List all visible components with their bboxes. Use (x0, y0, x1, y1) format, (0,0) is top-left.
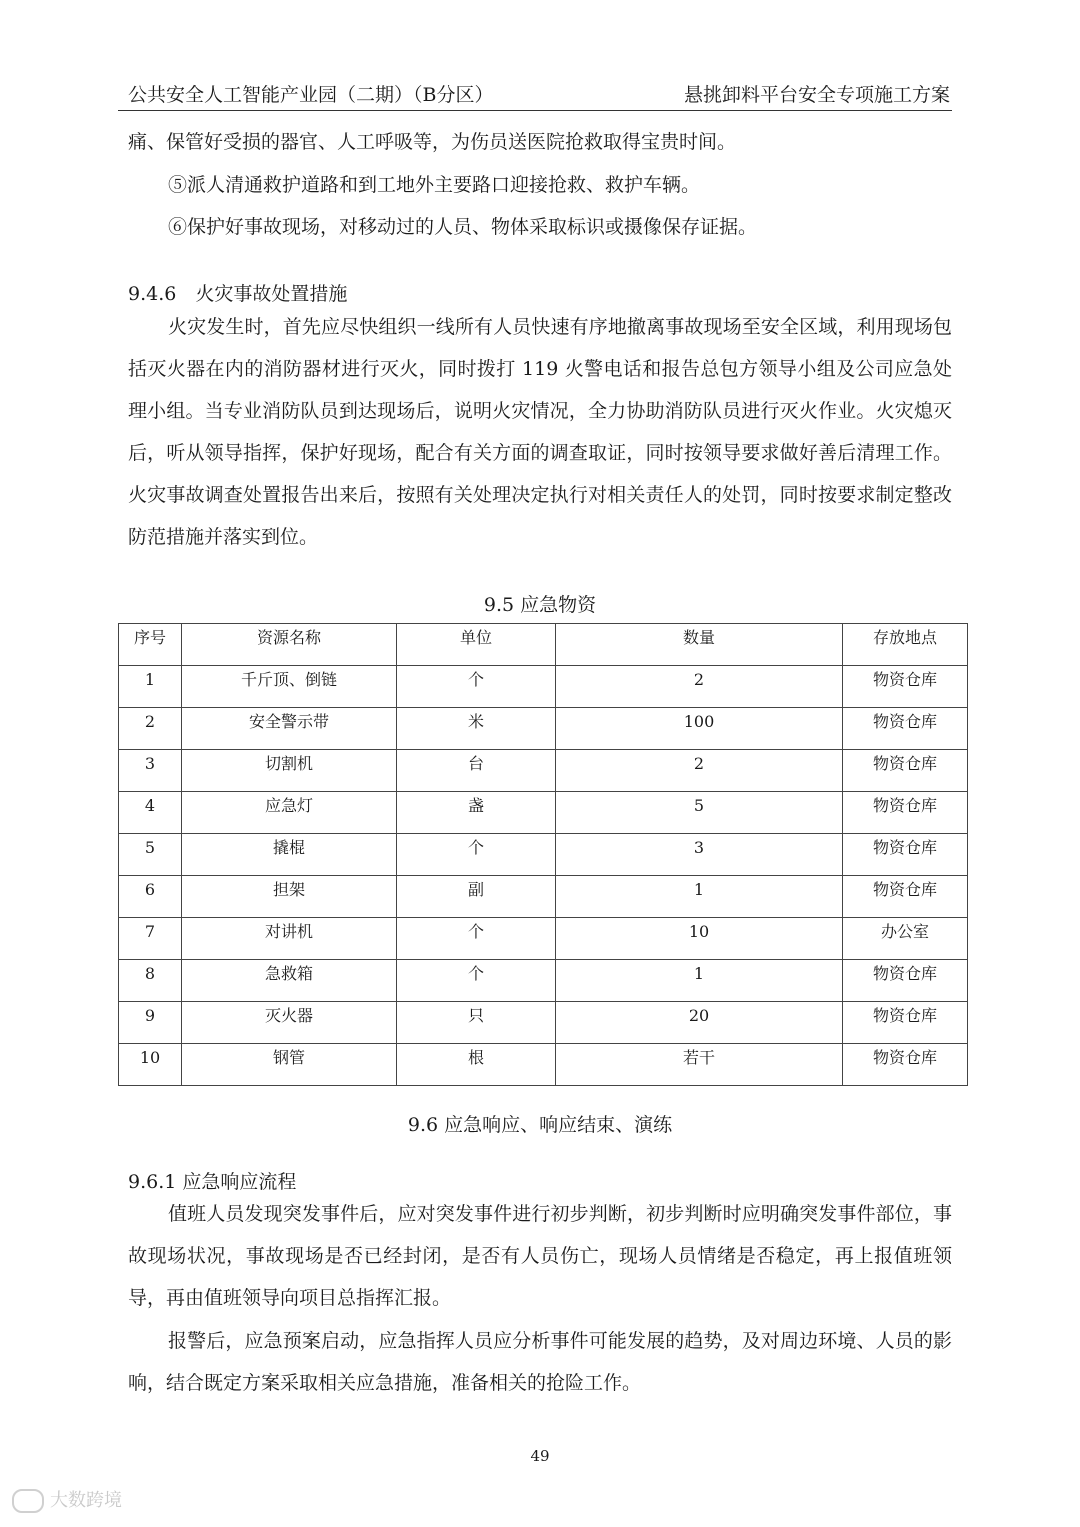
cell-name: 灭火器 (182, 1002, 397, 1044)
cell-quantity: 1 (556, 960, 843, 1002)
list-item-6: ⑥保护好事故现场，对移动过的人员、物体采取标识或摄像保存证据。 (168, 216, 758, 238)
cell-location: 物资仓库 (843, 708, 968, 750)
cell-unit: 台 (397, 750, 556, 792)
paragraph-fire-measures: 火灾发生时，首先应尽快组织一线所有人员快速有序地撤离事故现场至安全区域，利用现场包括灭火器在内的消防器材进行灭火，同时拨打 119 火警电话和报告总包方领导小组及公司应急处理小组。当专业消防队员到达现场后，说明火灾情况，全力协助消防队员进行灭火作业。火灾熄灭后，听从领导指挥，保护好现场，配合有关方面的调查取证，同时按领导要求做好善后清理工作。火灾事故调查处置报告出来后，按照有关处理决定执行对相关责任人的处罚，同时按要求制定整改防范措施并落实到位。 (128, 316, 952, 548)
cell-quantity: 1 (556, 876, 843, 918)
table-row (119, 960, 968, 1002)
cell-location: 物资仓库 (843, 666, 968, 708)
cell-name: 撬棍 (182, 834, 397, 876)
cell-location: 物资仓库 (843, 834, 968, 876)
page-number: 49 (530, 1447, 550, 1465)
cell-unit: 个 (397, 918, 556, 960)
watermark-text: 大数跨境 (50, 1490, 122, 1511)
column-header: 资源名称 (182, 624, 397, 666)
header-document-title: 悬挑卸料平台安全专项施工方案 (683, 84, 950, 106)
cell-unit: 个 (397, 834, 556, 876)
cell-index: 8 (119, 960, 182, 1002)
cell-quantity: 20 (556, 1002, 843, 1044)
weibo-logo-icon (12, 1489, 44, 1513)
watermark (12, 1486, 122, 1513)
cell-name: 千斤顶、倒链 (182, 666, 397, 708)
cell-quantity: 100 (556, 708, 843, 750)
cell-location: 物资仓库 (843, 960, 968, 1002)
cell-quantity: 10 (556, 918, 843, 960)
paragraph-after-alarm: 报警后，应急预案启动，应急指挥人员应分析事件可能发展的趋势，及对周边环境、人员的影响，结合既定方案采取相关应急措施，准备相关的抢险工作。 (128, 1330, 952, 1394)
cell-name: 安全警示带 (182, 708, 397, 750)
cell-index: 5 (119, 834, 182, 876)
column-header: 序号 (119, 624, 182, 666)
table-row (119, 1044, 968, 1086)
column-header: 单位 (397, 624, 556, 666)
column-header: 存放地点 (843, 624, 968, 666)
table-row (119, 792, 968, 834)
section-caption-9-6: 9.6 应急响应、响应结束、演练 (407, 1114, 673, 1136)
table-row (119, 750, 968, 792)
cell-name: 应急灯 (182, 792, 397, 834)
cell-index: 10 (119, 1044, 182, 1086)
cell-unit: 米 (397, 708, 556, 750)
table-row (119, 666, 968, 708)
cell-unit: 只 (397, 1002, 556, 1044)
section-heading-9-4-6: 9.4.6 火灾事故处置措施 (128, 283, 348, 305)
column-header: 数量 (556, 624, 843, 666)
list-item-5: ⑤派人清通救护道路和到工地外主要路口迎接抢救、救护车辆。 (168, 174, 701, 196)
table-caption: 9.5 应急物资 (483, 594, 597, 616)
cell-location: 物资仓库 (843, 1002, 968, 1044)
table-row (119, 834, 968, 876)
table-row (119, 876, 968, 918)
cell-location: 物资仓库 (843, 750, 968, 792)
cell-index: 4 (119, 792, 182, 834)
cell-index: 7 (119, 918, 182, 960)
cell-name: 钢管 (182, 1044, 397, 1086)
cell-name: 对讲机 (182, 918, 397, 960)
paragraph-response-process: 值班人员发现突发事件后，应对突发事件进行初步判断，初步判断时应明确突发事件部位，事故现场状况，事故现场是否已经封闭，是否有人员伤亡，现场人员情绪是否稳定，再上报值班领导，再由值班领导向项目总指挥汇报。 (128, 1203, 952, 1309)
cell-location: 物资仓库 (843, 1044, 968, 1086)
cell-name: 切割机 (182, 750, 397, 792)
cell-location: 物资仓库 (843, 876, 968, 918)
cell-unit: 盏 (397, 792, 556, 834)
cell-unit: 副 (397, 876, 556, 918)
cell-quantity: 2 (556, 666, 843, 708)
cell-quantity: 3 (556, 834, 843, 876)
cell-location: 办公室 (843, 918, 968, 960)
table-row (119, 918, 968, 960)
cell-quantity: 2 (556, 750, 843, 792)
cell-name: 担架 (182, 876, 397, 918)
cell-index: 6 (119, 876, 182, 918)
cell-index: 9 (119, 1002, 182, 1044)
emergency-supplies-table (118, 623, 968, 1086)
table-row (119, 1002, 968, 1044)
table-header-row (119, 624, 968, 666)
cell-index: 1 (119, 666, 182, 708)
header-project-name: 公共安全人工智能产业园（二期）（B分区） (128, 84, 494, 106)
cell-unit: 个 (397, 960, 556, 1002)
cell-index: 2 (119, 708, 182, 750)
table-row (119, 708, 968, 750)
page-header (118, 74, 952, 111)
cell-unit: 根 (397, 1044, 556, 1086)
cell-quantity: 若干 (556, 1044, 843, 1086)
cell-index: 3 (119, 750, 182, 792)
cell-unit: 个 (397, 666, 556, 708)
section-heading-9-6-1: 9.6.1 应急响应流程 (128, 1171, 297, 1193)
paragraph-continuation: 痛、保管好受损的器官、人工呼吸等，为伤员送医院抢救取得宝贵时间。 (128, 131, 737, 153)
cell-name: 急救箱 (182, 960, 397, 1002)
cell-location: 物资仓库 (843, 792, 968, 834)
cell-quantity: 5 (556, 792, 843, 834)
